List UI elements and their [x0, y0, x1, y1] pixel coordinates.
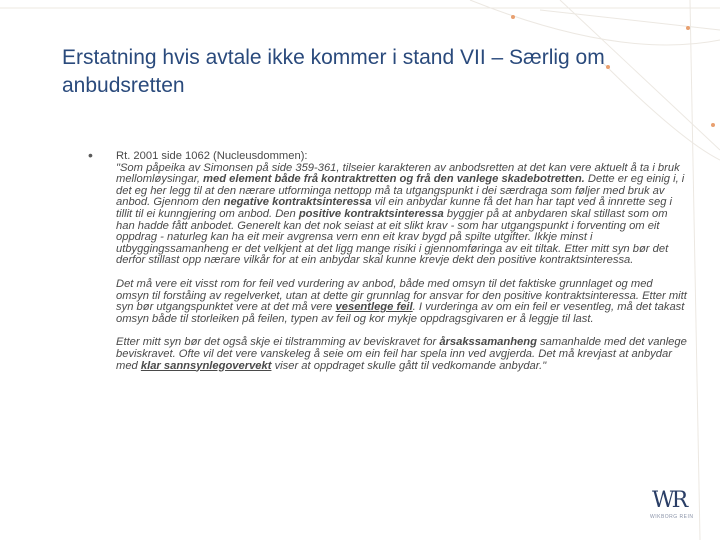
emphasis-mixed-solution: med element både frå kontraktretten og frå den vanlege skadebotretten. [203, 173, 585, 186]
slide-body [116, 151, 688, 384]
bullet-point: • [88, 147, 93, 163]
emphasis-material-errors: vesentlege feil [335, 301, 413, 314]
accent-dot [511, 15, 515, 19]
emphasis-positive-interest: positive kontraktsinteressa [298, 207, 444, 220]
quote-paragraph-3: Etter mitt syn bør det også skje ei tilstramming av beviskravet for årsakssamanheng samanhalde med det vanlege beviskravet. Ofte vil det vere vanskeleg å seie om ein feil har spela inn ved avgjerda. Det må krevjast at anbydar med klar sannsynlegovervekt viser at oppdraget skulle gått til vedkomande anbydar." [116, 336, 687, 372]
emphasis-negative-interest: negative kontraktsinteressa [223, 196, 372, 209]
intro-line: Rt. 2001 side 1062 (Nucleusdommen): [116, 150, 308, 162]
emphasis-clear-preponderance: klar sannsynlegovervekt [140, 359, 272, 372]
quote-paragraph-2: Det må vere eit visst rom for feil ved vurdering av anbod, både med omsyn til det faktiske grunnlaget og med omsyn til forståing av regelverket, utan at dette gir grunnlag for ansvar for den positive kontraktsinteressa. Etter mitt syn bør utgangspunktet vere at det må vere vesentlege feil. I vurderinga av om ein feil er vesentleg, må det takast omsyn både til storleiken på feilen, typen av feil og kor mykje oppdragsgivaren er å leggje til last. [116, 277, 687, 325]
wikborg-rein-logo [650, 488, 700, 528]
emphasis-causation: årsakssamanheng [439, 336, 537, 349]
accent-dot [711, 123, 715, 127]
accent-dot [686, 26, 690, 30]
quote-paragraph-1: "Som påpeika av Simonsen på side 359-361, tilseier karakteren av anbodsretten at det kan vere aktuelt å ta i bruk mellomløysingar, med element både frå kontraktretten og frå den vanlege skadebotretten. Dette er eg einig i, i det eg her legg til at den nærare utforminga nettopp må ta utgangspunkt i dei særdraga som føljer med bruk av anbod. Gjennom den negative kontraktsinteressa vil ein anbydar kunne få det han har tapt ved å innrette seg i tillit til ei kunngjering om anbod. Den positive kontraktsinteressa byggjer på at anbydaren skal stillast som om han hadde fått anbodet. Generelt kan det nok seiast at eit slikt krav - som har utgangspunkt i forventing om eit oppdrag - naturleg kan ha eit meir avgrensa vern enn eit krav bygd på spilte utgifter. Ikkje minst i utbyggingssamanheng er det velkjent at det ligg mange risiki i gjennomføringa av eit tiltak. Etter mitt syn bør det derfor stillast opp nærare vilkår for at ein anbydar skal kunne krevje dekt den positive kontraktsinteressa. [116, 161, 685, 267]
logo-text: WIKBORG REIN [650, 514, 694, 520]
logo-mark: WR [652, 488, 686, 513]
slide-title: Erstatning hvis avtale ikke kommer i stand VII – Særlig om anbudsretten [62, 46, 605, 97]
